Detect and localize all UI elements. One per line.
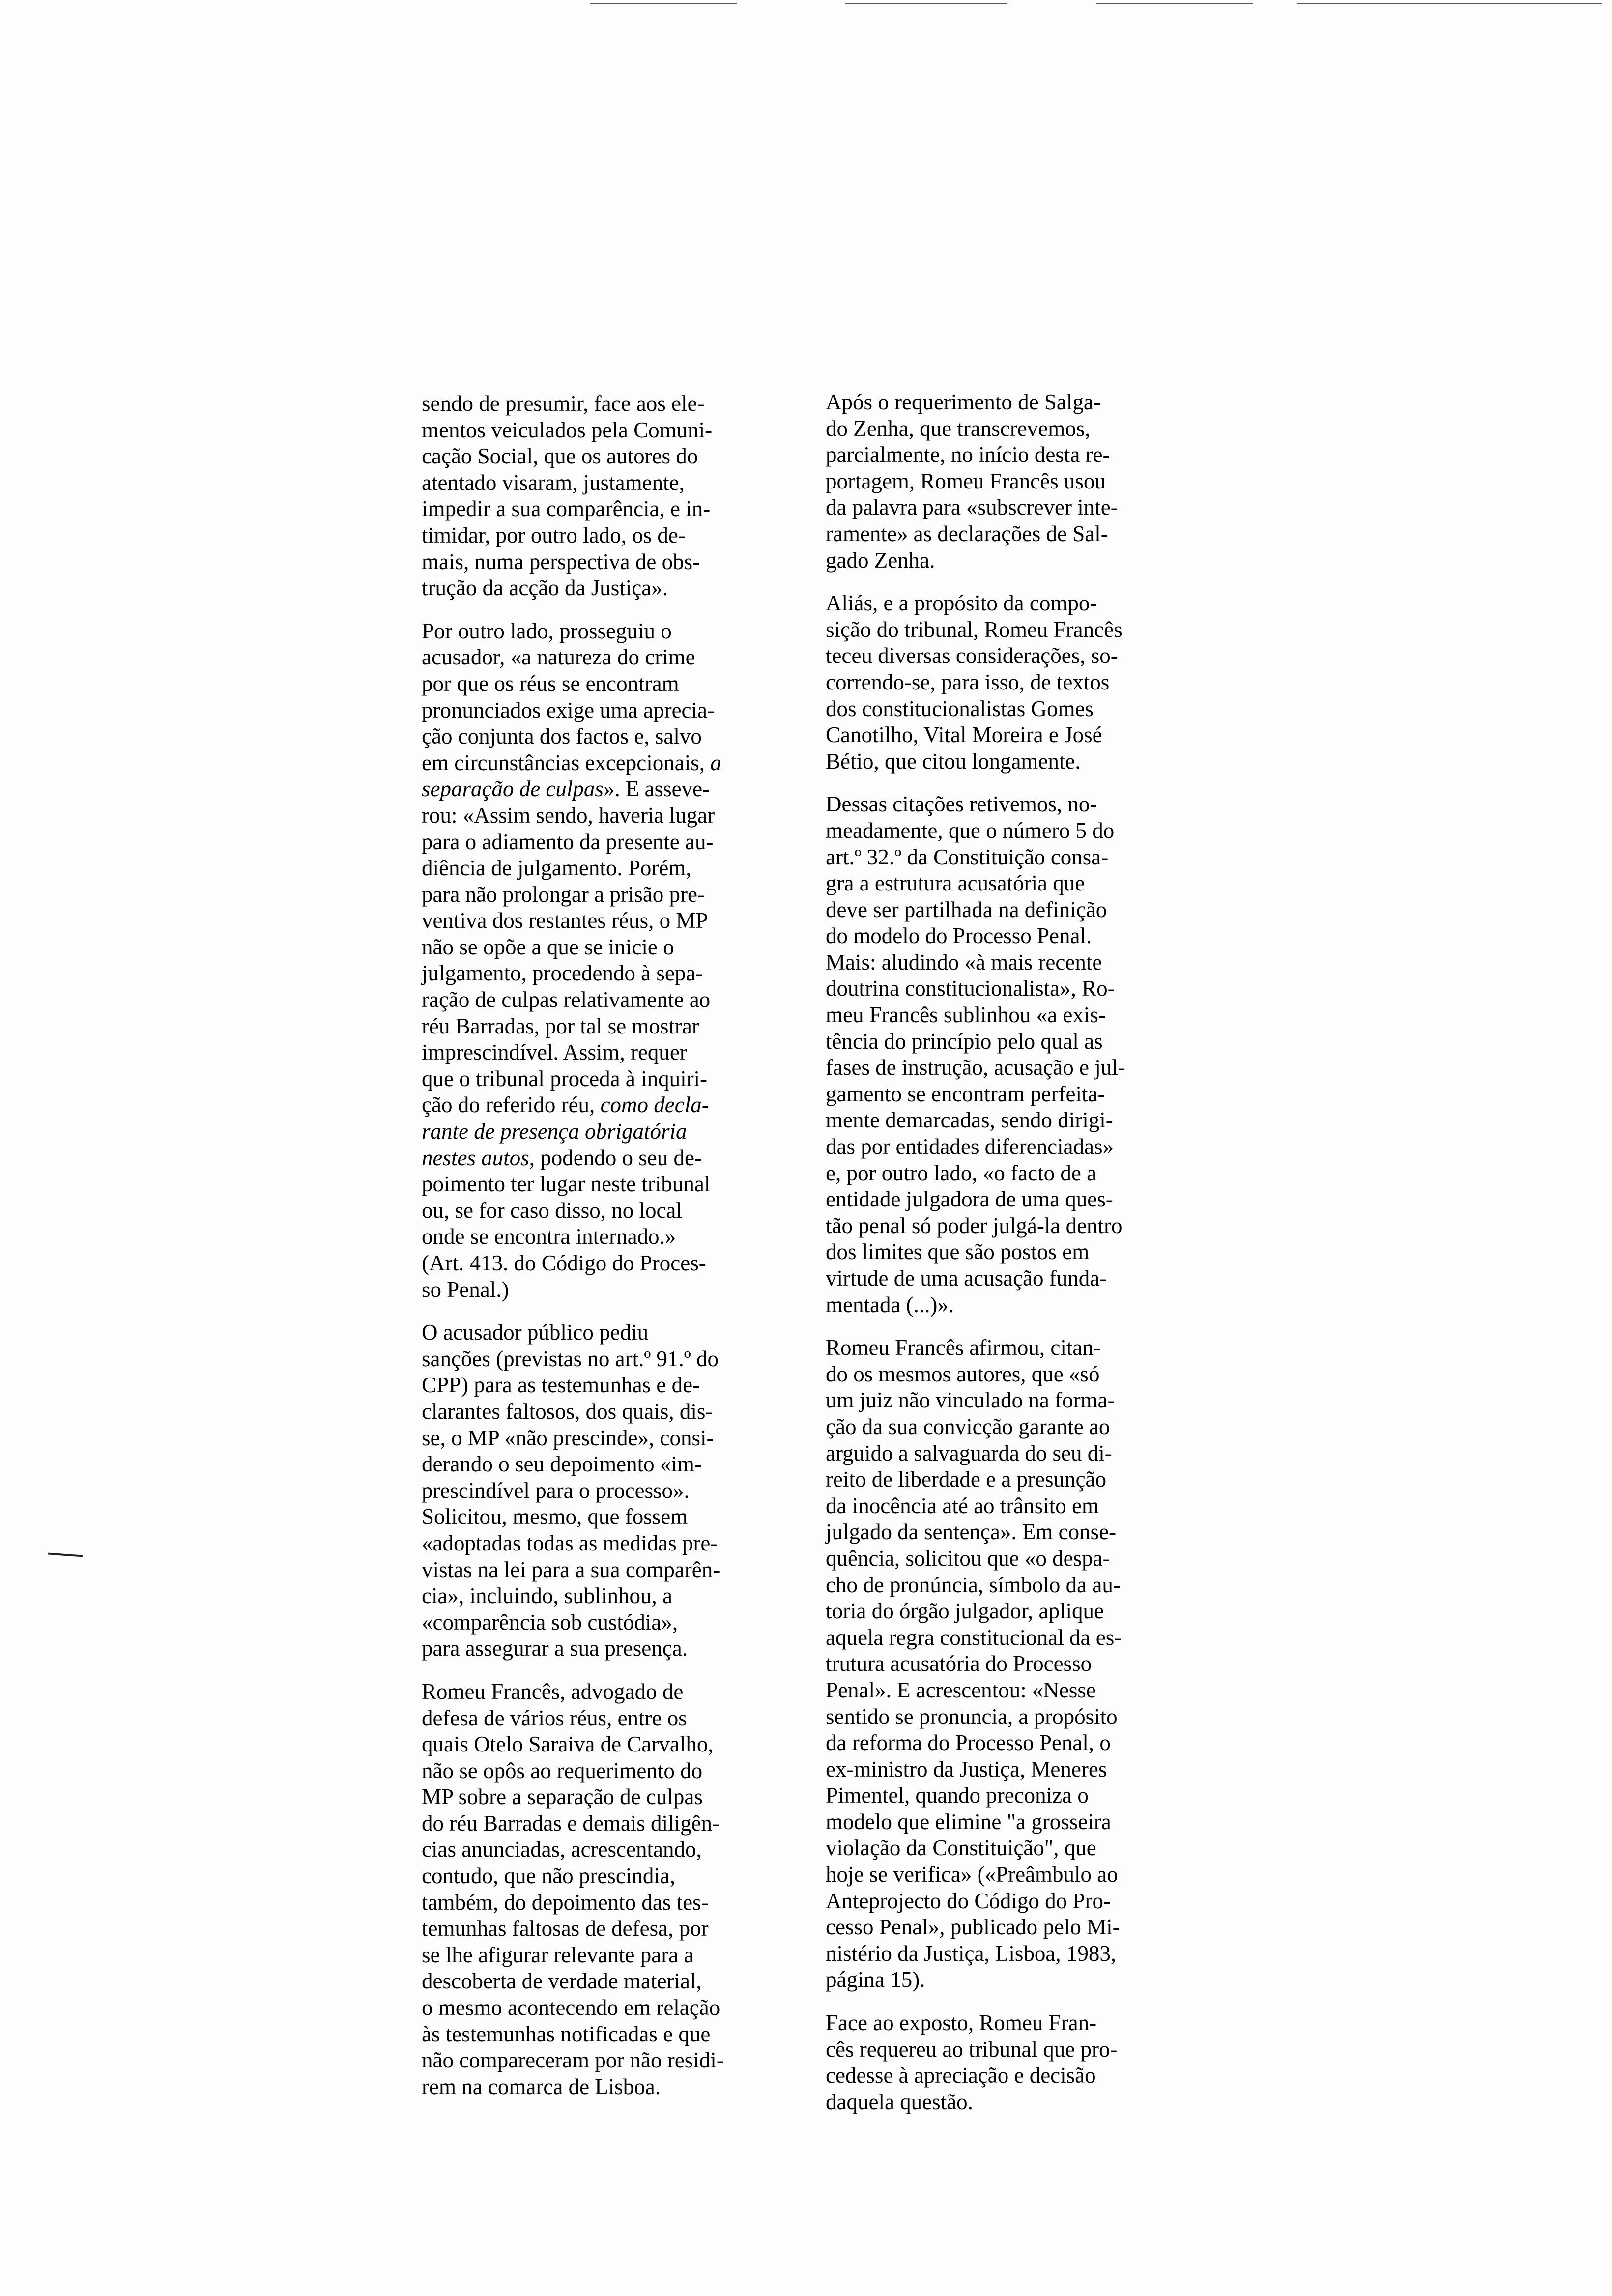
right-paragraph-2: Aliás, e a propósito da compo- sição do tribunal, Romeu Francês teceu diversas considerações, so- correndo-se, para isso, de textos dos constitucionalistas Gomes Canotilho, Vital Moreira e José Bétio, que citou longamente. [826,591,1123,774]
left-paragraph-2-italic-1: a separação de culpas [422,750,721,802]
right-paragraph-3: Dessas citações retivemos, no- meadamente, que o número 5 do art.º 32.º da Constituição consa- gra a estrutura acusatória que deve ser partilhada na definição do modelo do Processo Penal. Mais: aludindo «à mais recente doutrina constitucionalista», Ro- meu Francês sublinhou «a exis- tência do princípio pelo qual as fases de instrução, acusação e jul- gamento se encontram perfeita- mente demarcadas, sendo dirigi- das por entidades diferenciadas» e, por outro lado, «o facto de a entidade julgadora de uma ques- tão penal só poder julgá-la dentro dos limites que são postos em virtude de uma acusação funda- mentada (...)». [826,792,1125,1317]
top-edge-rule [1297,3,1602,4]
top-edge-rule [1096,3,1253,4]
left-paragraph-2-part-c: , podendo o seu de- poimento ter lugar neste tribunal ou, se for caso disso, no local onde se encontra internado.» (Art. 413. do Código do Proces- so Penal.) [422,1145,711,1302]
top-edge-rule [590,3,737,4]
left-paragraph-2-italic-2: como decla- rante de presença obrigatória nestes autos [422,1092,709,1170]
article-right-column [826,389,1199,2132]
left-paragraph-3: O acusador público pediu sanções (previstas no art.º 91.º do CPP) para as testemunhas e de- clarantes faltosos, dos quais, dis- se, o MP «não prescinde», consi- derando o seu depoimento «im- prescindível para o processo». Solicitou, mesmo, que fossem «adoptadas todas as medidas pre- vistas na lei para a sua comparên- cia», incluindo, sublinhou, a «comparência sob custódia», para assegurar a sua presença. [422,1320,720,1661]
top-edge-rule [845,3,1008,4]
left-paragraph-2-part-a: Por outro lado, prosseguiu o acusador, «a natureza do crime por que os réus se encontram pronunciados exige uma aprecia- ção conjunta dos factos e, salvo em circunstâncias excepcionais, [422,618,715,775]
left-paragraph-4: Romeu Francês, advogado de defesa de vários réus, entre os quais Otelo Saraiva de Carvalho, não se opôs ao requerimento do MP sobre a separação de culpas do réu Barradas e demais diligên- cias anunciadas, acrescentando, contudo, que não prescindia, também, do depoimento das tes- temunhas faltosas de defesa, por se lhe afigurar relevante para a descoberta de verdade material, o mesmo acontecendo em relação às testemunhas notificadas e que não compareceram por não residi- rem na comarca de Lisboa. [422,1679,724,2099]
article-left-column [422,391,795,2117]
right-paragraph-1: Após o requerimento de Salga- do Zenha, que transcrevemos, parcialmente, no início desta re- portagem, Romeu Francês usou da palavra para «subscrever inte- ramente» as declarações de Sal- gado Zenha. [826,390,1118,573]
margin-mark [48,1553,83,1557]
right-paragraph-4: Romeu Francês afirmou, citan- do os mesmos autores, que «só um juiz não vinculado na forma- ção da sua convicção garante ao arguido a salvaguarda do seu di- reito de liberdade e a presunção da inocência até ao trânsito em julgado da sentença». Em conse- quência, solicitou que «o despa- cho de pronúncia, símbolo da au- toria do órgão julgador, aplique aquela regra constitucional da es- trutura acusatória do Processo Penal». E acrescentou: «Nesse sentido se pronuncia, a propósito da reforma do Processo Penal, o ex-ministro da Justiça, Meneres Pimentel, quando preconiza o modelo que elimine "a grosseira violação da Constituição", que hoje se verifica» («Preâmbulo ao Anteprojecto do Código do Pro- cesso Penal», publicado pelo Mi- nistério da Justiça, Lisboa, 1983, página 15). [826,1335,1122,1992]
left-paragraph-2-part-b: ». E asseve- rou: «Assim sendo, haveria lugar para o adiamento da presente au- diência de julgamento. Porém, para não prolongar a prisão pre- ventiva dos restantes réus, o MP não se opõe a que se inicie o julgamento, procedendo à sepa- ração de culpas relativamente ao réu Barradas, por tal se mostrar imprescindível. Assim, requer que o tribunal proceda à inquiri- ção do referido réu, [422,776,715,1118]
right-paragraph-5: Face ao exposto, Romeu Fran- cês requereu ao tribunal que pro- cedesse à apreciação e decisão daquela questão. [826,2010,1118,2114]
left-paragraph-1: sendo de presumir, face aos ele- mentos veiculados pela Comuni- cação Social, que os autores do atentado visaram, justamente, impedir a sua comparência, e in- timidar, por outro lado, os de- mais, numa perspectiva de obs- trução da acção da Justiça». [422,391,713,601]
left-paragraph-2 [422,618,795,1303]
